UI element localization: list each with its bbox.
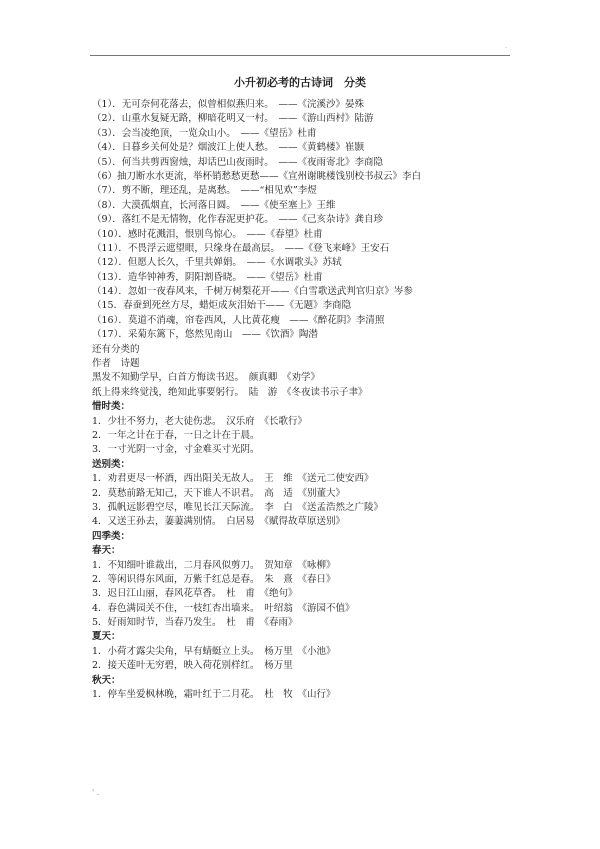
poem-line: 3．一寸光阴一寸金，寸金难买寸光阴。 bbox=[92, 444, 260, 456]
poem-line: （11）．不畏浮云遮望眼，只缘身在最高层。 ——《登飞来峰》王安石 bbox=[92, 242, 390, 254]
poem-line: （10）．感时花溅泪，恨别鸟惊心。 ——《春望》杜甫 bbox=[92, 228, 323, 240]
poem-line: （9）．落红不是无情物，化作春泥更护花。 ——《己亥杂诗》龚自珍 bbox=[92, 214, 384, 226]
poem-line: （7）．剪不断，理还乱，是离愁。 ——“相见欢”李煜 bbox=[92, 185, 317, 197]
text-line: 还有分类的 bbox=[92, 343, 140, 355]
text-line: 黑发不知勤学早，白首方悔读书迟。 颜真卿 《劝学》 bbox=[92, 372, 321, 384]
poem-line: 3．迟日江山丽，春风花草香。 杜 甫 《绝句》 bbox=[92, 588, 298, 600]
poem-line: 1．少壮不努力，老大徒伤悲。 汉乐府 《长歌行》 bbox=[92, 415, 308, 427]
poem-line: 5．好雨知时节，当春乃发生。 杜 甫 《春雨》 bbox=[92, 617, 298, 629]
text-line: 作者 诗题 bbox=[92, 358, 140, 370]
document-title: 小升初必考的古诗词 分类 bbox=[234, 76, 366, 89]
poem-line: （15．春蚕到死丝方尽，蜡炬成灰泪始干——《无题》李商隐 bbox=[92, 300, 352, 312]
poem-line: （17）．采菊东篱下，悠然见南山 ——《饮酒》陶潜 bbox=[92, 329, 318, 341]
poem-line: 4．又送王孙去，萋萋满别情。 白居易 《赋得故草原送别》 bbox=[92, 516, 346, 528]
section-heading: 送别类： bbox=[92, 458, 131, 470]
poem-line: （5）．何当共剪西窗烛，却话巴山夜雨时。 ——《夜雨寄北》李商隐 bbox=[92, 156, 384, 168]
poem-line: 3．孤帆远影碧空尽，唯见长江天际流。 李 白 《送孟浩然之广陵》 bbox=[92, 501, 384, 513]
poem-line: 1．不知细叶谁裁出，二月春风似剪刀。 贺知章 《咏柳》 bbox=[92, 559, 336, 571]
poem-line: （3）．会当凌绝顶，一览众山小。 ——《望岳》杜甫 bbox=[92, 127, 317, 139]
poem-line: 1．小荷才露尖尖角，早有蜻蜓立上头。 杨万里 《小池》 bbox=[92, 645, 336, 657]
poem-line: （6）抽刀断水水更流，举杯销愁愁更愁——《宣州谢眺楼饯别校书叔云》李白 bbox=[92, 170, 422, 182]
poem-line: 1．劝君更尽一杯酒，西出阳关无故人。 王 维 《送元二使安西》 bbox=[92, 473, 374, 485]
poem-line: （12）．但愿人长久，千里共婵娟。 ——《水调歌头》苏轼 bbox=[92, 257, 342, 269]
poem-line: 2．接天莲叶无穷碧，映入荷花别样红。 杨万里 bbox=[92, 660, 293, 672]
poem-line: （14）．忽如一夜春风来，千树万树梨花开——《白雪歌送武判官归京》岑参 bbox=[92, 286, 413, 298]
poem-line: 2．莫愁前路无知己，天下谁人不识君。 高 适 《别董大》 bbox=[92, 487, 346, 499]
poem-line: （8）．大漠孤烟直，长河落日圆。 ——《使至塞上》王维 bbox=[92, 199, 336, 211]
header-rule bbox=[90, 55, 510, 56]
poem-line: 2．一年之计在于春，一日之计在于晨。 bbox=[92, 429, 260, 441]
poem-line: 1．停车坐爱枫林晚，霜叶红于二月花。 杜 牧 《山行》 bbox=[92, 689, 336, 701]
poem-line: 4．春色满园关不住，一枝红杏出墙来。 叶绍翁 《游园不值》 bbox=[92, 602, 355, 614]
poem-line: （16）．莫道不消魂，帘卷西风，人比黄花瘦 ——《醉花阴》李清照 bbox=[92, 314, 385, 326]
section-heading: 春天： bbox=[92, 545, 121, 557]
section-heading: 惜时类： bbox=[92, 401, 131, 413]
poem-line: （4）．日暮乡关何处是？烟波江上使人愁。 ——《黄鹤楼》崔颢 bbox=[92, 142, 365, 154]
poem-line: 2．等闲识得东风面，万紫千红总是春。 朱 熹 《春日》 bbox=[92, 573, 336, 585]
section-heading: 夏天： bbox=[92, 631, 121, 643]
text-line: 纸上得来终觉浅，绝知此事要躬行。 陆 游 《冬夜读书示子聿》 bbox=[92, 386, 368, 398]
footer-mark: ' . bbox=[92, 788, 100, 797]
section-heading: 四季类： bbox=[92, 530, 131, 542]
document-body bbox=[92, 98, 522, 702]
poem-line: （1）．无可奈何花落去，似曾相似燕归来。 ——《浣溪沙》晏殊 bbox=[92, 99, 365, 110]
section-heading: 秋天： bbox=[92, 674, 121, 686]
poem-line: （13）．造华钟神秀，阴阳割昏晓。 ——《望岳》杜甫 bbox=[92, 271, 323, 283]
corner-mark: · bbox=[505, 45, 507, 52]
poem-line: （2）．山重水复疑无路，柳暗花明又一村。 ——《游山西村》陆游 bbox=[92, 113, 374, 125]
